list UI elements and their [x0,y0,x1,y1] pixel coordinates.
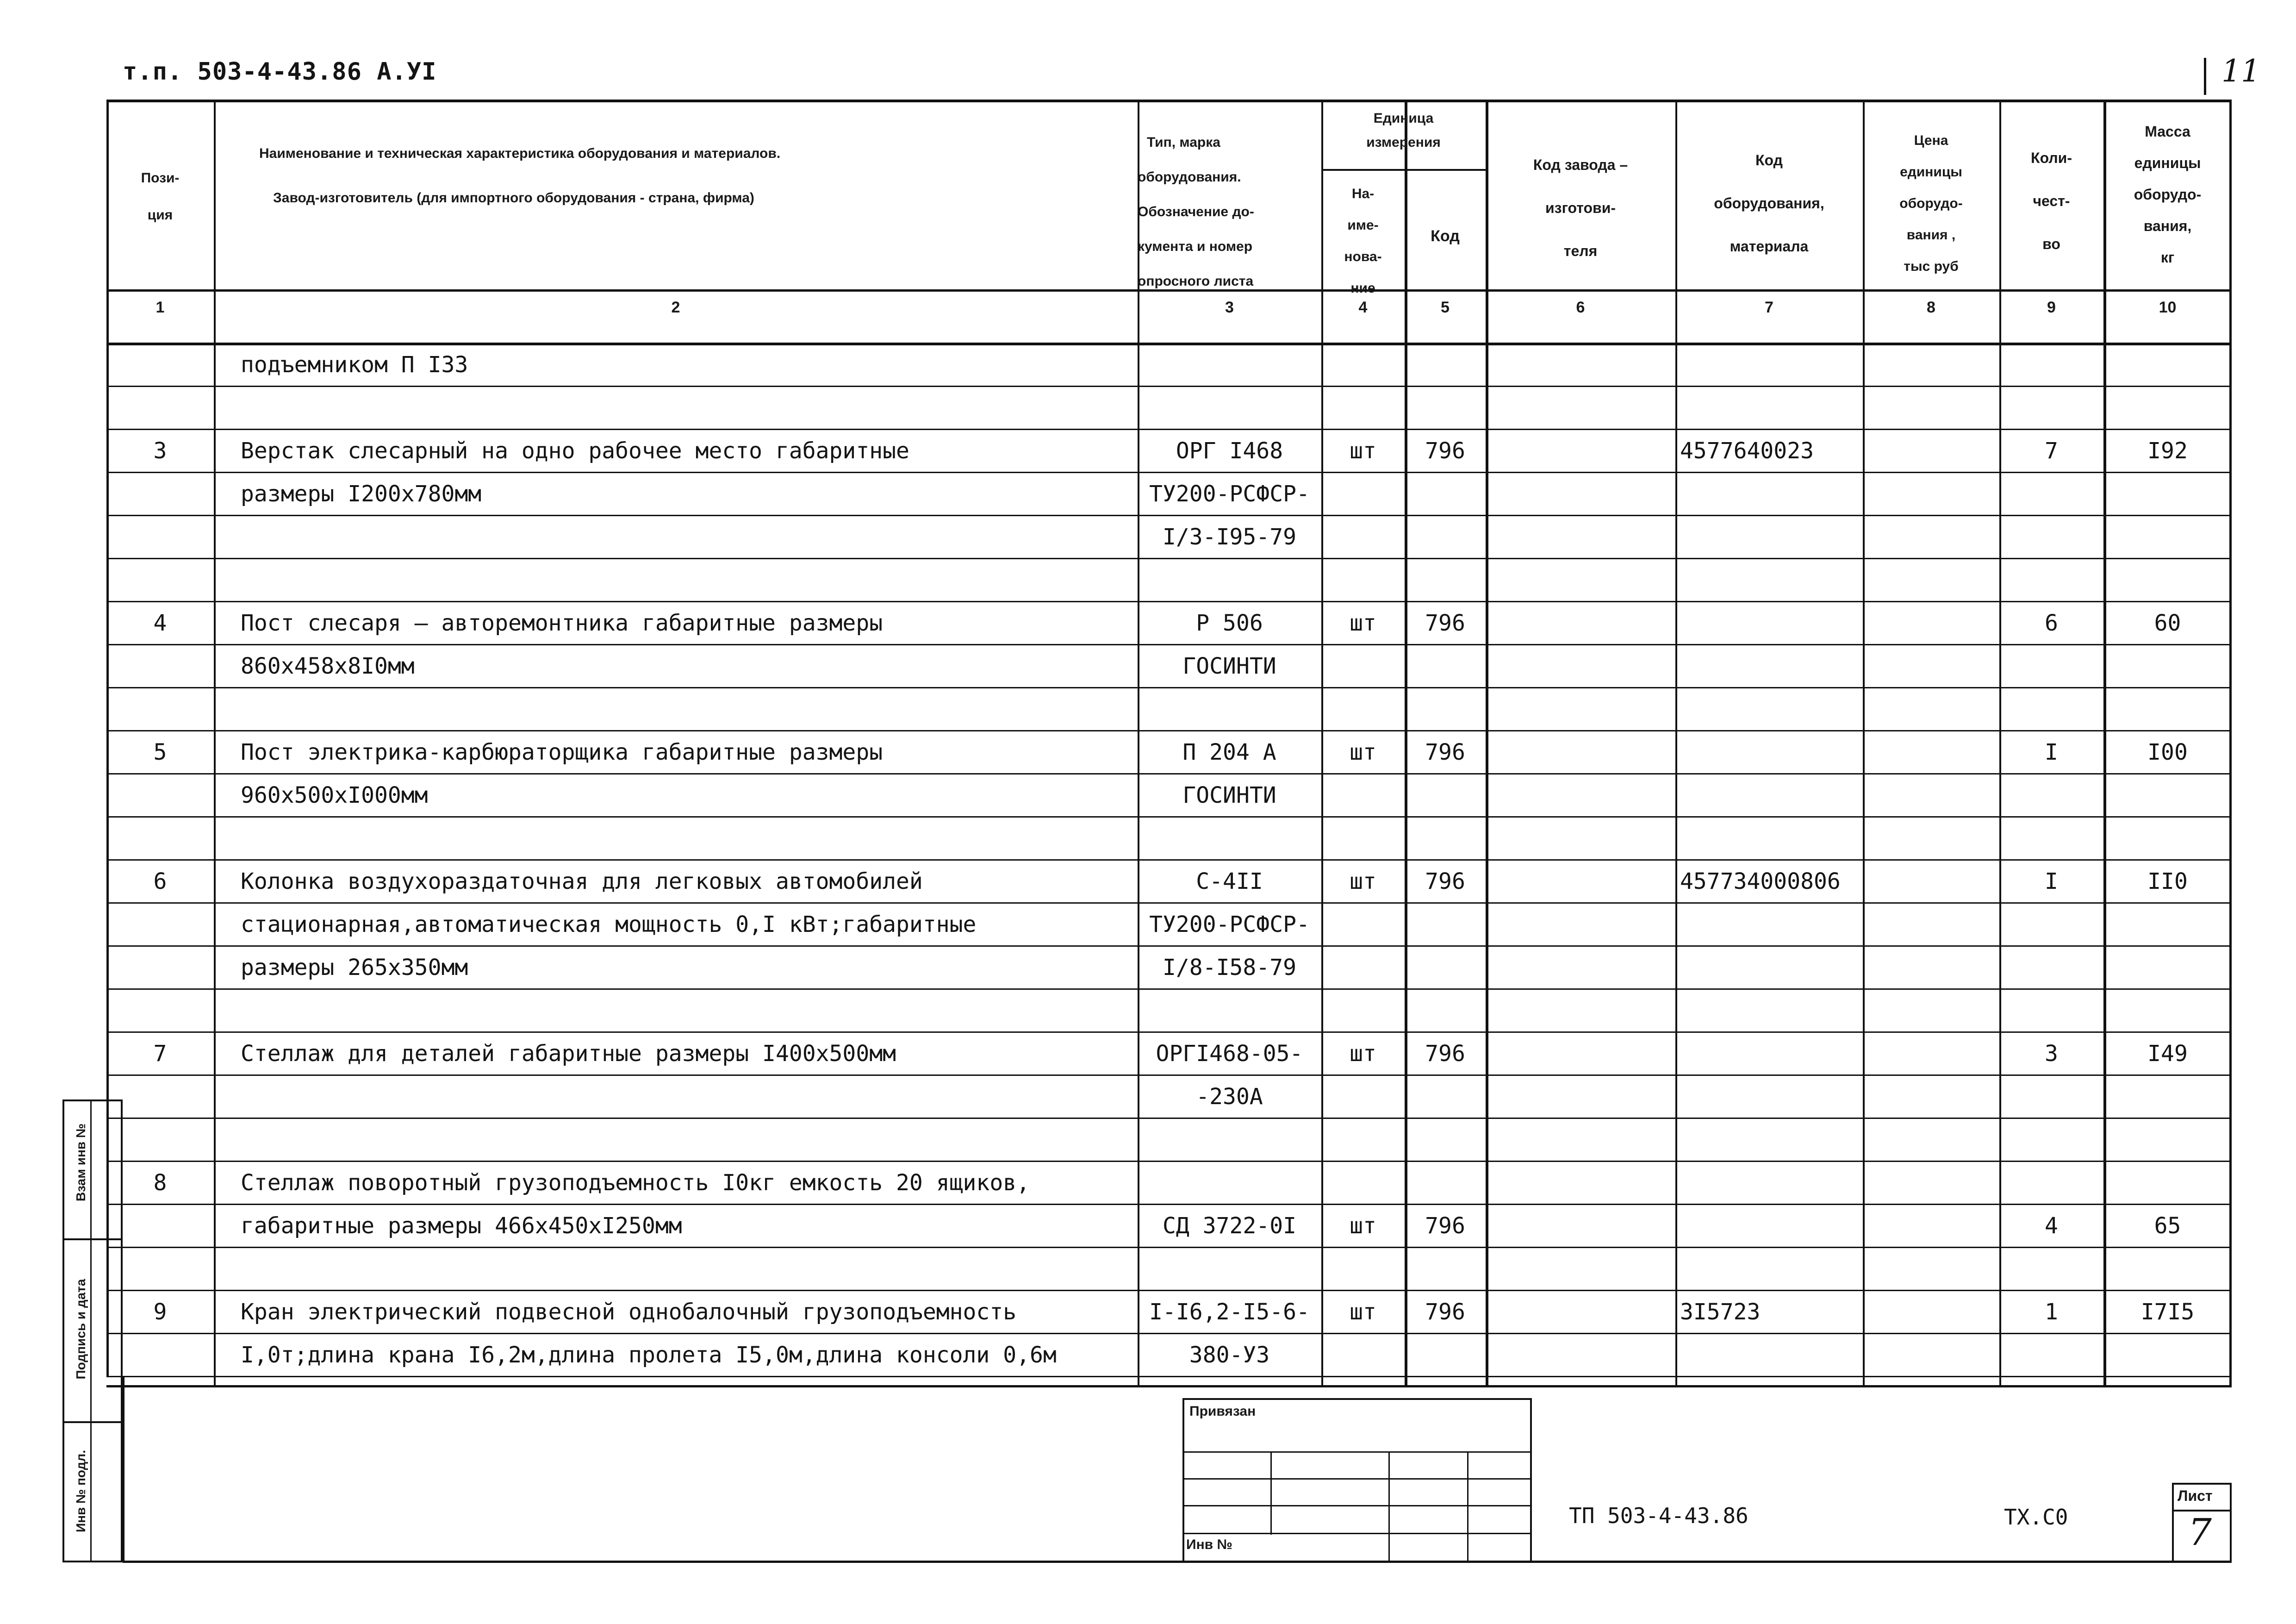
row-equipment-code: 457734000806 [1680,868,1841,894]
header-equipment-code-line: Код [1755,152,1783,169]
row-name: Пост электрика-карбюраторщика габаритные размеры [241,739,883,765]
row-type: ТУ200-РСФСР- [1149,481,1310,507]
table-line [1863,100,1865,1385]
title-block [123,1377,2232,1562]
table-line [106,100,2232,102]
row-position: 3 [153,438,167,464]
header-price-line: оборудо- [1899,196,1963,211]
row-name: стационарная,автоматическая мощность 0,I кВт;габаритные [241,912,977,937]
table-line [106,1161,2232,1162]
table-line [106,773,2232,775]
stamp-line [1182,1398,1184,1562]
strip-line [62,1561,123,1562]
row-name: 960х500хI000мм [241,782,428,808]
header-unit-group-line: измерения [1366,135,1441,150]
page-handwritten-number: 11 [2221,53,2260,89]
header-price [1863,125,1999,282]
stamp-line [123,1561,2232,1563]
header-name-line: Наименование и техническая характеристика оборудования и материалов. [259,146,781,161]
header-quantity [1999,137,2103,266]
table-line [106,472,2232,473]
header-type-line: опросного листа [1138,274,1254,289]
table-line [106,1204,2232,1205]
header-unit-code [1405,201,1486,271]
table-line [106,1290,2232,1291]
binding-strip [62,1099,123,1562]
table-line [106,515,2232,516]
header-price-line: тыс руб [1904,259,1959,274]
header-unit-name [1321,178,1405,304]
header-plant-code-line: теля [1563,243,1598,259]
row-mass: I92 [2147,438,2188,464]
stamp-line [1182,1505,1532,1506]
row-quantity: 3 [2045,1041,2058,1067]
row-unit-name: шт [1350,1213,1376,1239]
header-price-line: вания , [1906,227,1956,243]
row-type: ГОСИНТИ [1182,653,1276,679]
row-quantity: 7 [2045,438,2058,464]
table-line [106,816,2232,818]
row-unit-name: шт [1350,1299,1376,1325]
table-line [106,687,2232,688]
stamp-line [1530,1398,1532,1562]
header-unit-name-line: На- [1351,186,1375,201]
table-line [106,1074,2232,1076]
header-name [259,146,780,206]
row-name: Колонка воздухораздаточная для легковых автомобилей [241,868,923,894]
column-number: 2 [671,299,680,316]
designation: ТП 503-4-43.86 [1569,1503,1748,1528]
row-mass: I00 [2147,739,2188,765]
strip-line [62,1099,123,1101]
row-type: П 204 А [1182,739,1276,765]
strip-line [62,1238,123,1240]
podpis-label: Подпись и дата [74,1279,88,1380]
row-unit-name: шт [1350,1041,1376,1067]
header-type [1138,125,1254,299]
header-quantity-line: Коли- [2031,150,2072,166]
row-name: Верстак слесарный на одно рабочее место габаритные [241,438,909,464]
row-quantity: 6 [2045,610,2058,636]
strip-line [62,1099,64,1562]
row-type: ГОСИНТИ [1182,782,1276,808]
row-name: подъемником П I33 [241,352,468,378]
row-unit-code: 796 [1425,1299,1465,1325]
column-number: 4 [1358,299,1368,316]
row-position: 8 [153,1170,167,1196]
stamp-line [2172,1483,2232,1485]
table-line [106,730,2232,731]
table-line [106,945,2232,947]
row-unit-code: 796 [1425,1213,1465,1239]
row-mass: 60 [2154,610,2181,636]
table-line [106,1031,2232,1033]
header-equipment-code [1675,139,1863,268]
header-quantity-line: во [2042,236,2060,252]
row-type: СД 3722-0I [1163,1213,1296,1239]
column-number: 10 [2159,299,2177,316]
table-line [1486,100,1488,1385]
header-position-line: ция [147,207,173,223]
stamp-line [1182,1398,1532,1400]
row-equipment-code: 3I5723 [1680,1299,1761,1325]
header-unit-name-line: име- [1347,218,1379,233]
row-unit-code: 796 [1425,868,1465,894]
header-quantity-line: чест- [2033,193,2070,209]
column-number: 5 [1441,299,1450,316]
row-unit-name: шт [1350,739,1376,765]
row-name: I,0т;длина крана I6,2м,длина пролета I5,0м,длина консоли 0,6м [241,1342,1057,1368]
corner-mark [2204,58,2206,95]
row-position: 6 [153,868,167,894]
strip-line [62,1421,123,1423]
header-equipment-code-line: оборудования, [1714,195,1824,212]
header-price-line: единицы [1900,164,1962,180]
header-plant-code [1486,144,1675,273]
row-type: 380-УЗ [1189,1342,1270,1368]
row-type: ОРГ I468 [1176,438,1283,464]
row-name: Кран электрический подвесной однобалочный грузоподъемность [241,1299,1017,1325]
row-unit-code: 796 [1425,739,1465,765]
row-equipment-code: 4577640023 [1680,438,1814,464]
row-name: размеры 265х350мм [241,955,468,981]
table-line [106,386,2232,387]
table-line [106,1118,2232,1119]
table-line [1675,100,1677,1385]
table-line [106,429,2232,430]
row-name: Стеллаж поворотный грузоподъемность I0кг емкость 20 ящиков, [241,1170,1030,1196]
row-position: 9 [153,1299,167,1325]
stamp-line [1467,1451,1468,1561]
header-mass-line: единицы [2134,155,2201,171]
row-unit-code: 796 [1425,610,1465,636]
table-line [106,343,2232,345]
list-number: 7 [2188,1511,2212,1554]
row-type: -230А [1196,1084,1263,1110]
row-type: I/8-I58-79 [1163,955,1296,981]
inv-number-label: Инв № [1186,1537,1232,1552]
table-line [106,558,2232,559]
table-line [106,1333,2232,1334]
stamp-line [1270,1451,1272,1535]
header-plant-code-line: изготови- [1545,200,1616,216]
header-mass [2103,116,2232,273]
row-name: размеры I200х780мм [241,481,482,507]
row-mass: I7I5 [2140,1299,2195,1325]
row-unit-name: шт [1350,868,1376,894]
table-line [106,1247,2232,1248]
header-position-line: Пози- [141,170,180,186]
row-name: габаритные размеры 466х450хI250мм [241,1213,682,1239]
header-equipment-code-line: материала [1730,238,1809,255]
row-position: 7 [153,1041,167,1067]
header-unit-name-line: ние [1350,281,1375,296]
row-mass: I49 [2147,1041,2188,1067]
row-type: ТУ200-РСФСР- [1149,912,1310,937]
table-line [106,601,2232,602]
column-number: 3 [1225,299,1234,316]
stamp-line [2230,1483,2232,1562]
table-line [1321,169,1486,171]
header-unit-group [1321,106,1486,155]
document-code: т.п. 503-4-43.86 А.УI [123,58,437,86]
table-line [106,902,2232,904]
column-number: 7 [1765,299,1773,316]
row-position: 5 [153,739,167,765]
header-unit-group-line: Единица [1373,111,1434,126]
specification-table [106,100,2232,1377]
header-name-line: Завод-изготовитель (для импортного оборудования - страна, фирма) [273,190,754,206]
privyazan-label: Привязан [1189,1404,1256,1419]
header-type-line: Тип, марка [1147,135,1220,150]
header-type-line: оборудования. [1138,169,1241,185]
stamp-line [123,1377,124,1562]
row-name: Пост слесаря – авторемонтника габаритные размеры [241,610,883,636]
row-mass: II0 [2147,868,2188,894]
row-quantity: 4 [2045,1213,2058,1239]
row-quantity: I [2045,739,2058,765]
row-type: I/3-I95-79 [1163,524,1296,550]
strip-line [90,1099,92,1562]
row-type: ОРГI468-05- [1156,1041,1303,1067]
header-type-line: Обозначение до- [1138,204,1254,219]
row-type: Р 506 [1196,610,1263,636]
list-label: Лист [2178,1487,2213,1504]
row-name: 860х458х8I0мм [241,653,415,679]
stamp-line [1388,1451,1390,1561]
row-position: 4 [153,610,167,636]
header-unit-name-line: нова- [1344,249,1382,264]
vzam-label: Взам инв № [74,1123,88,1202]
header-mass-line: вания, [2143,218,2192,234]
row-unit-code: 796 [1425,438,1465,464]
stamp-line [1182,1451,1532,1453]
column-number: 6 [1576,299,1585,316]
header-plant-code-line: Код завода – [1533,156,1628,173]
column-number: 8 [1927,299,1935,316]
header-mass-line: оборудо- [2134,186,2202,203]
row-quantity: I [2045,868,2058,894]
header-price-line: Цена [1914,133,1948,148]
table-line [106,859,2232,861]
table-line [106,644,2232,645]
header-type-line: кумента и номер [1138,239,1253,254]
row-type: С-4II [1196,868,1263,894]
row-name: Стеллаж для деталей габаритные размеры I400х500мм [241,1041,896,1067]
stamp-line [1182,1533,1532,1534]
row-unit-code: 796 [1425,1041,1465,1067]
column-number: 9 [2047,299,2056,316]
row-unit-name: шт [1350,610,1376,636]
row-type: I-I6,2-I5-6- [1149,1299,1310,1325]
sheet-code: ТХ.С0 [2004,1505,2068,1530]
header-position [106,160,214,234]
row-unit-name: шт [1350,438,1376,464]
row-mass: 65 [2154,1213,2181,1239]
header-mass-line: кг [2160,249,2175,266]
header-unit-code-line: Код [1431,227,1460,245]
row-quantity: 1 [2045,1299,2058,1325]
stamp-line [2172,1483,2174,1562]
header-mass-line: Масса [2145,123,2190,140]
inv-podl-label: Инв № подл. [74,1450,88,1533]
table-line [214,100,216,1385]
table-line [106,988,2232,990]
column-number: 1 [156,299,165,316]
stamp-line [1182,1478,1532,1480]
